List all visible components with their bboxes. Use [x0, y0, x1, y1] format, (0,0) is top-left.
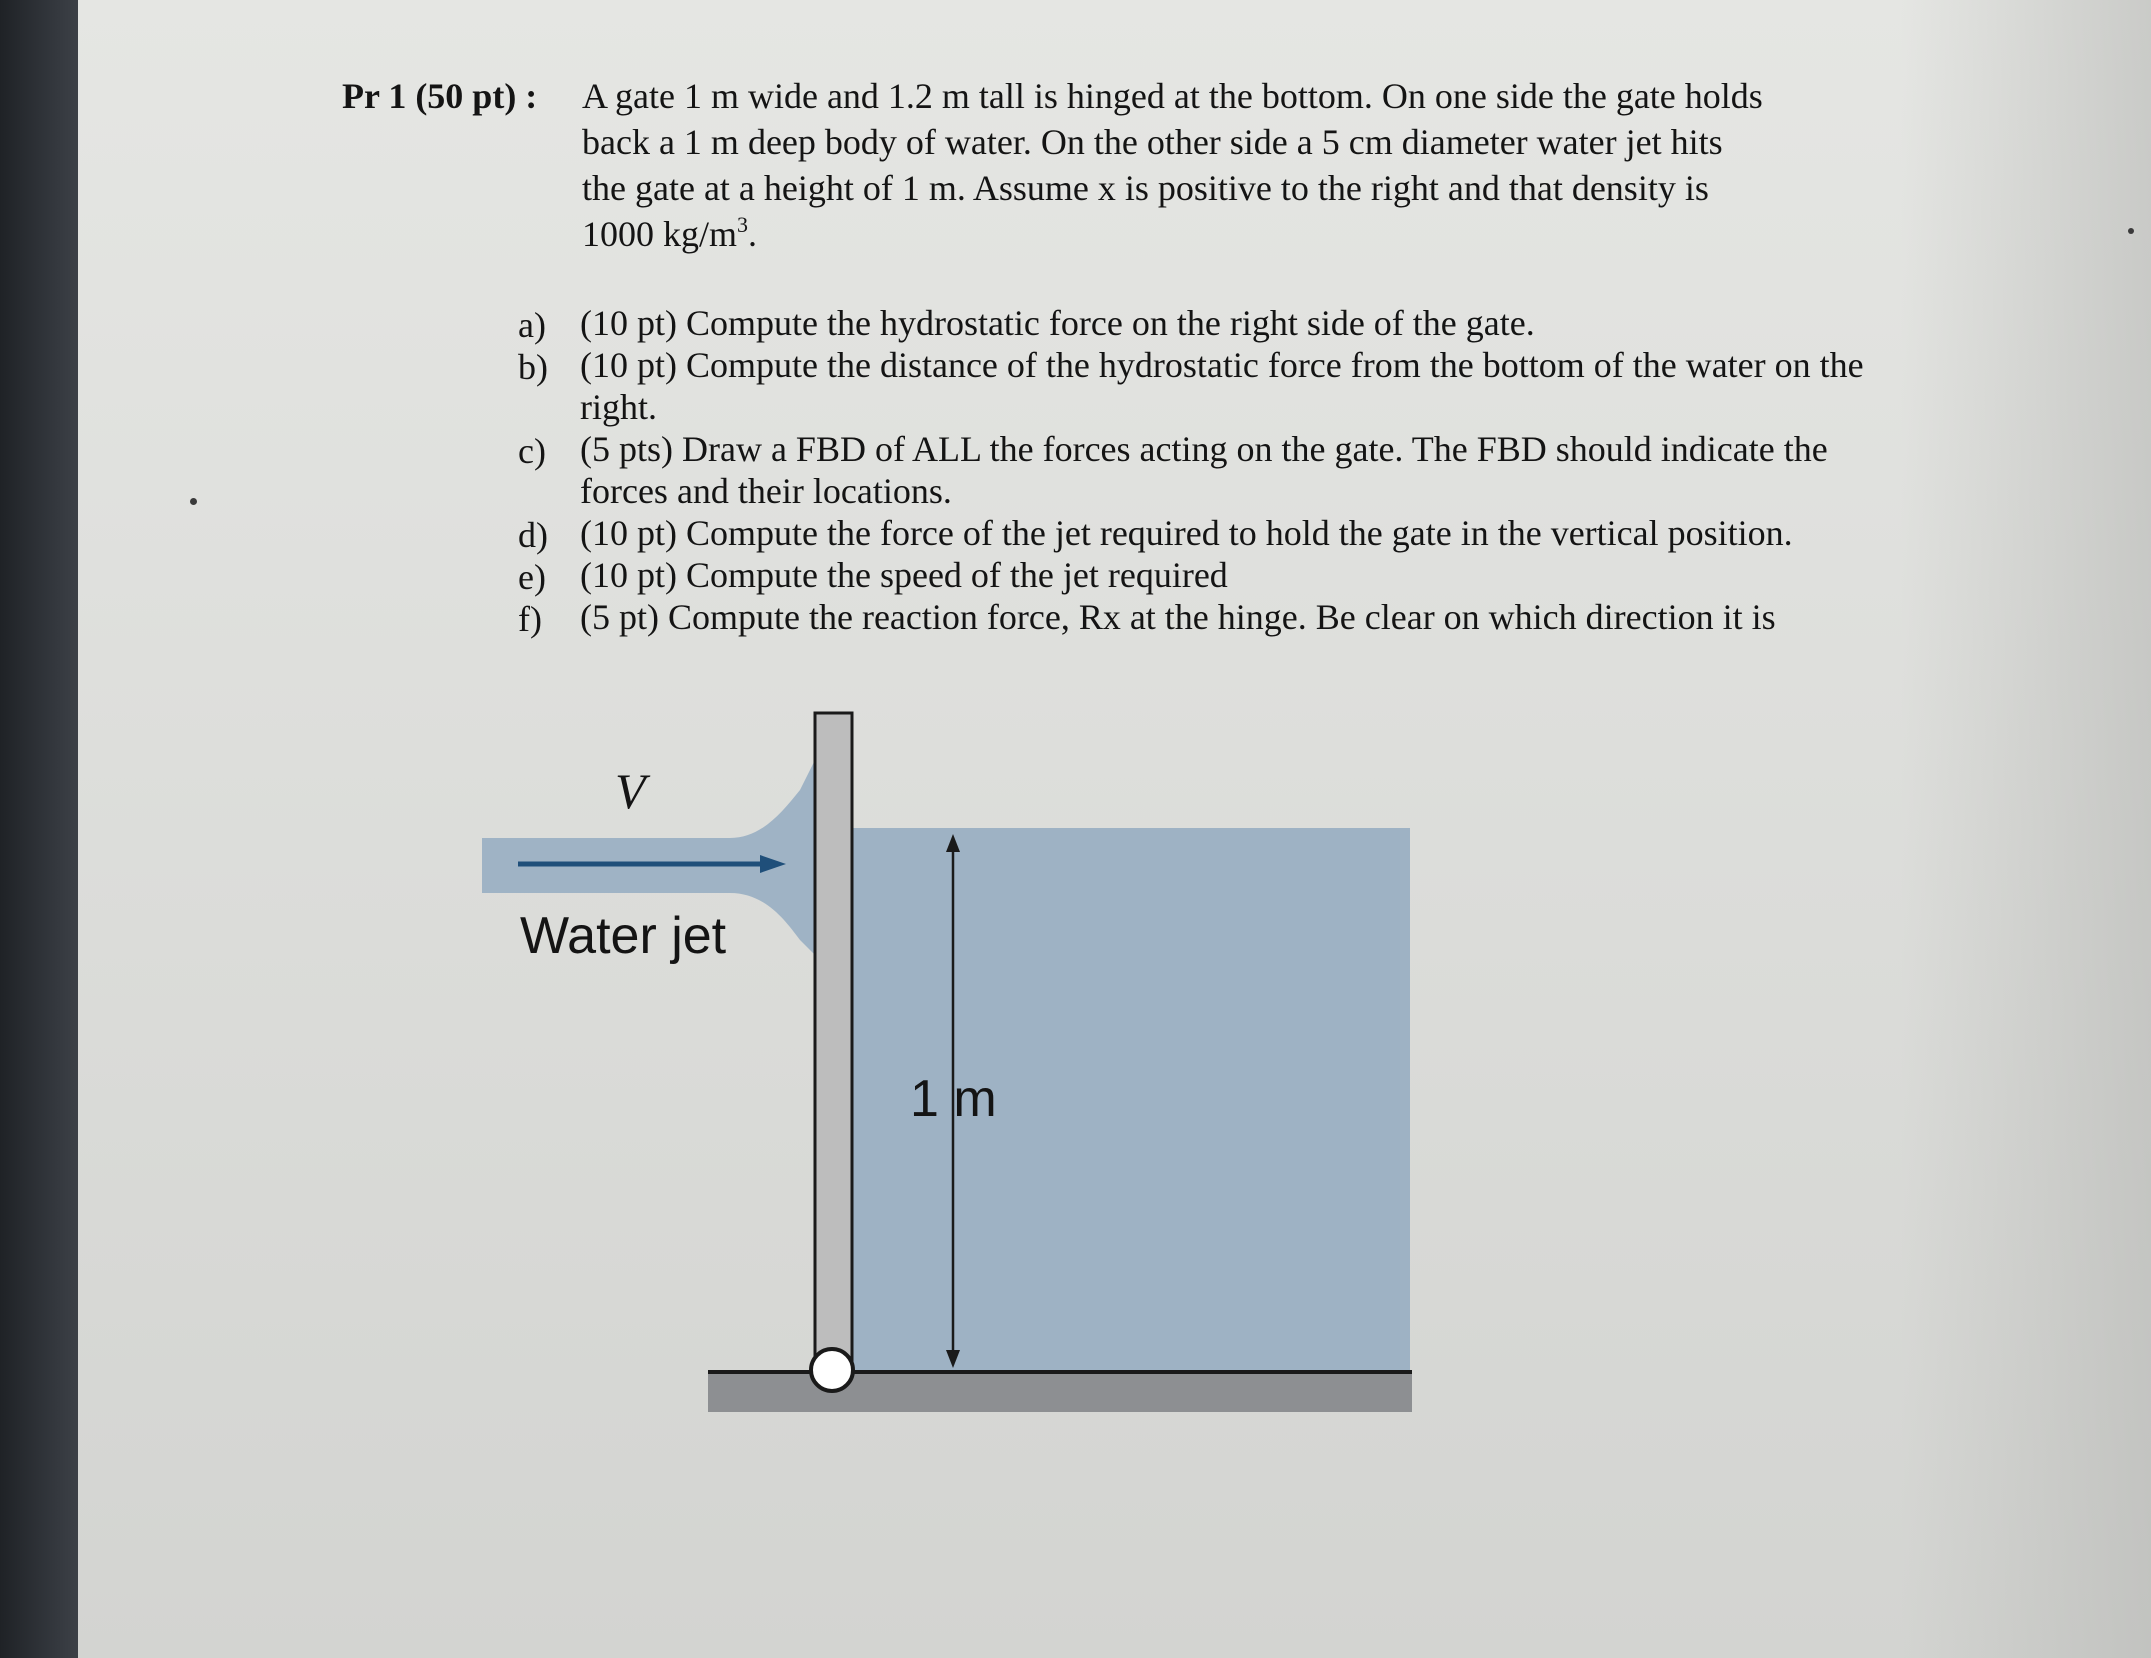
question-letter: d) — [518, 515, 548, 555]
question-letter: b) — [518, 347, 548, 387]
density-value: 1000 kg/m — [582, 214, 738, 254]
question-line: (10 pt) Compute the force of the jet required to hold the gate in the vertical position. — [580, 513, 1793, 553]
gate — [815, 713, 852, 1373]
question-line: (10 pt) Compute the speed of the jet required — [580, 555, 1228, 595]
question-line: forces and their locations. — [580, 471, 952, 511]
question-line: (10 pt) Compute the hydrostatic force on the right side of the gate. — [580, 303, 1535, 343]
statement-line: back a 1 m deep body of water. On the other side a 5 cm diameter water jet hits — [582, 122, 1723, 162]
problem-label: Pr 1 (50 pt) : — [342, 76, 538, 116]
density-exponent: 3 — [737, 212, 749, 237]
question-letter: a) — [518, 305, 546, 345]
depth-label: 1 m — [910, 1070, 997, 1128]
question-line: (5 pts) Draw a FBD of ALL the forces acting on the gate. The FBD should indicate the — [580, 429, 1828, 469]
question-letter: f) — [518, 599, 542, 639]
hinge-icon — [811, 1349, 853, 1391]
question-line: (5 pt) Compute the reaction force, Rx at the hinge. Be clear on which direction it is — [580, 597, 1776, 637]
jet-label: Water jet — [520, 907, 727, 965]
density-period: . — [748, 214, 758, 254]
question-letter: c) — [518, 431, 546, 471]
statement-line: the gate at a height of 1 m. Assume x is positive to the right and that density is — [582, 168, 1709, 208]
question-line: (10 pt) Compute the distance of the hydrostatic force from the bottom of the water on the — [580, 345, 1864, 385]
statement-line: A gate 1 m wide and 1.2 m tall is hinged at the bottom. On one side the gate holds — [582, 76, 1763, 116]
velocity-label: V — [615, 763, 646, 819]
question-line: right. — [580, 387, 657, 427]
question-letter: e) — [518, 557, 546, 597]
